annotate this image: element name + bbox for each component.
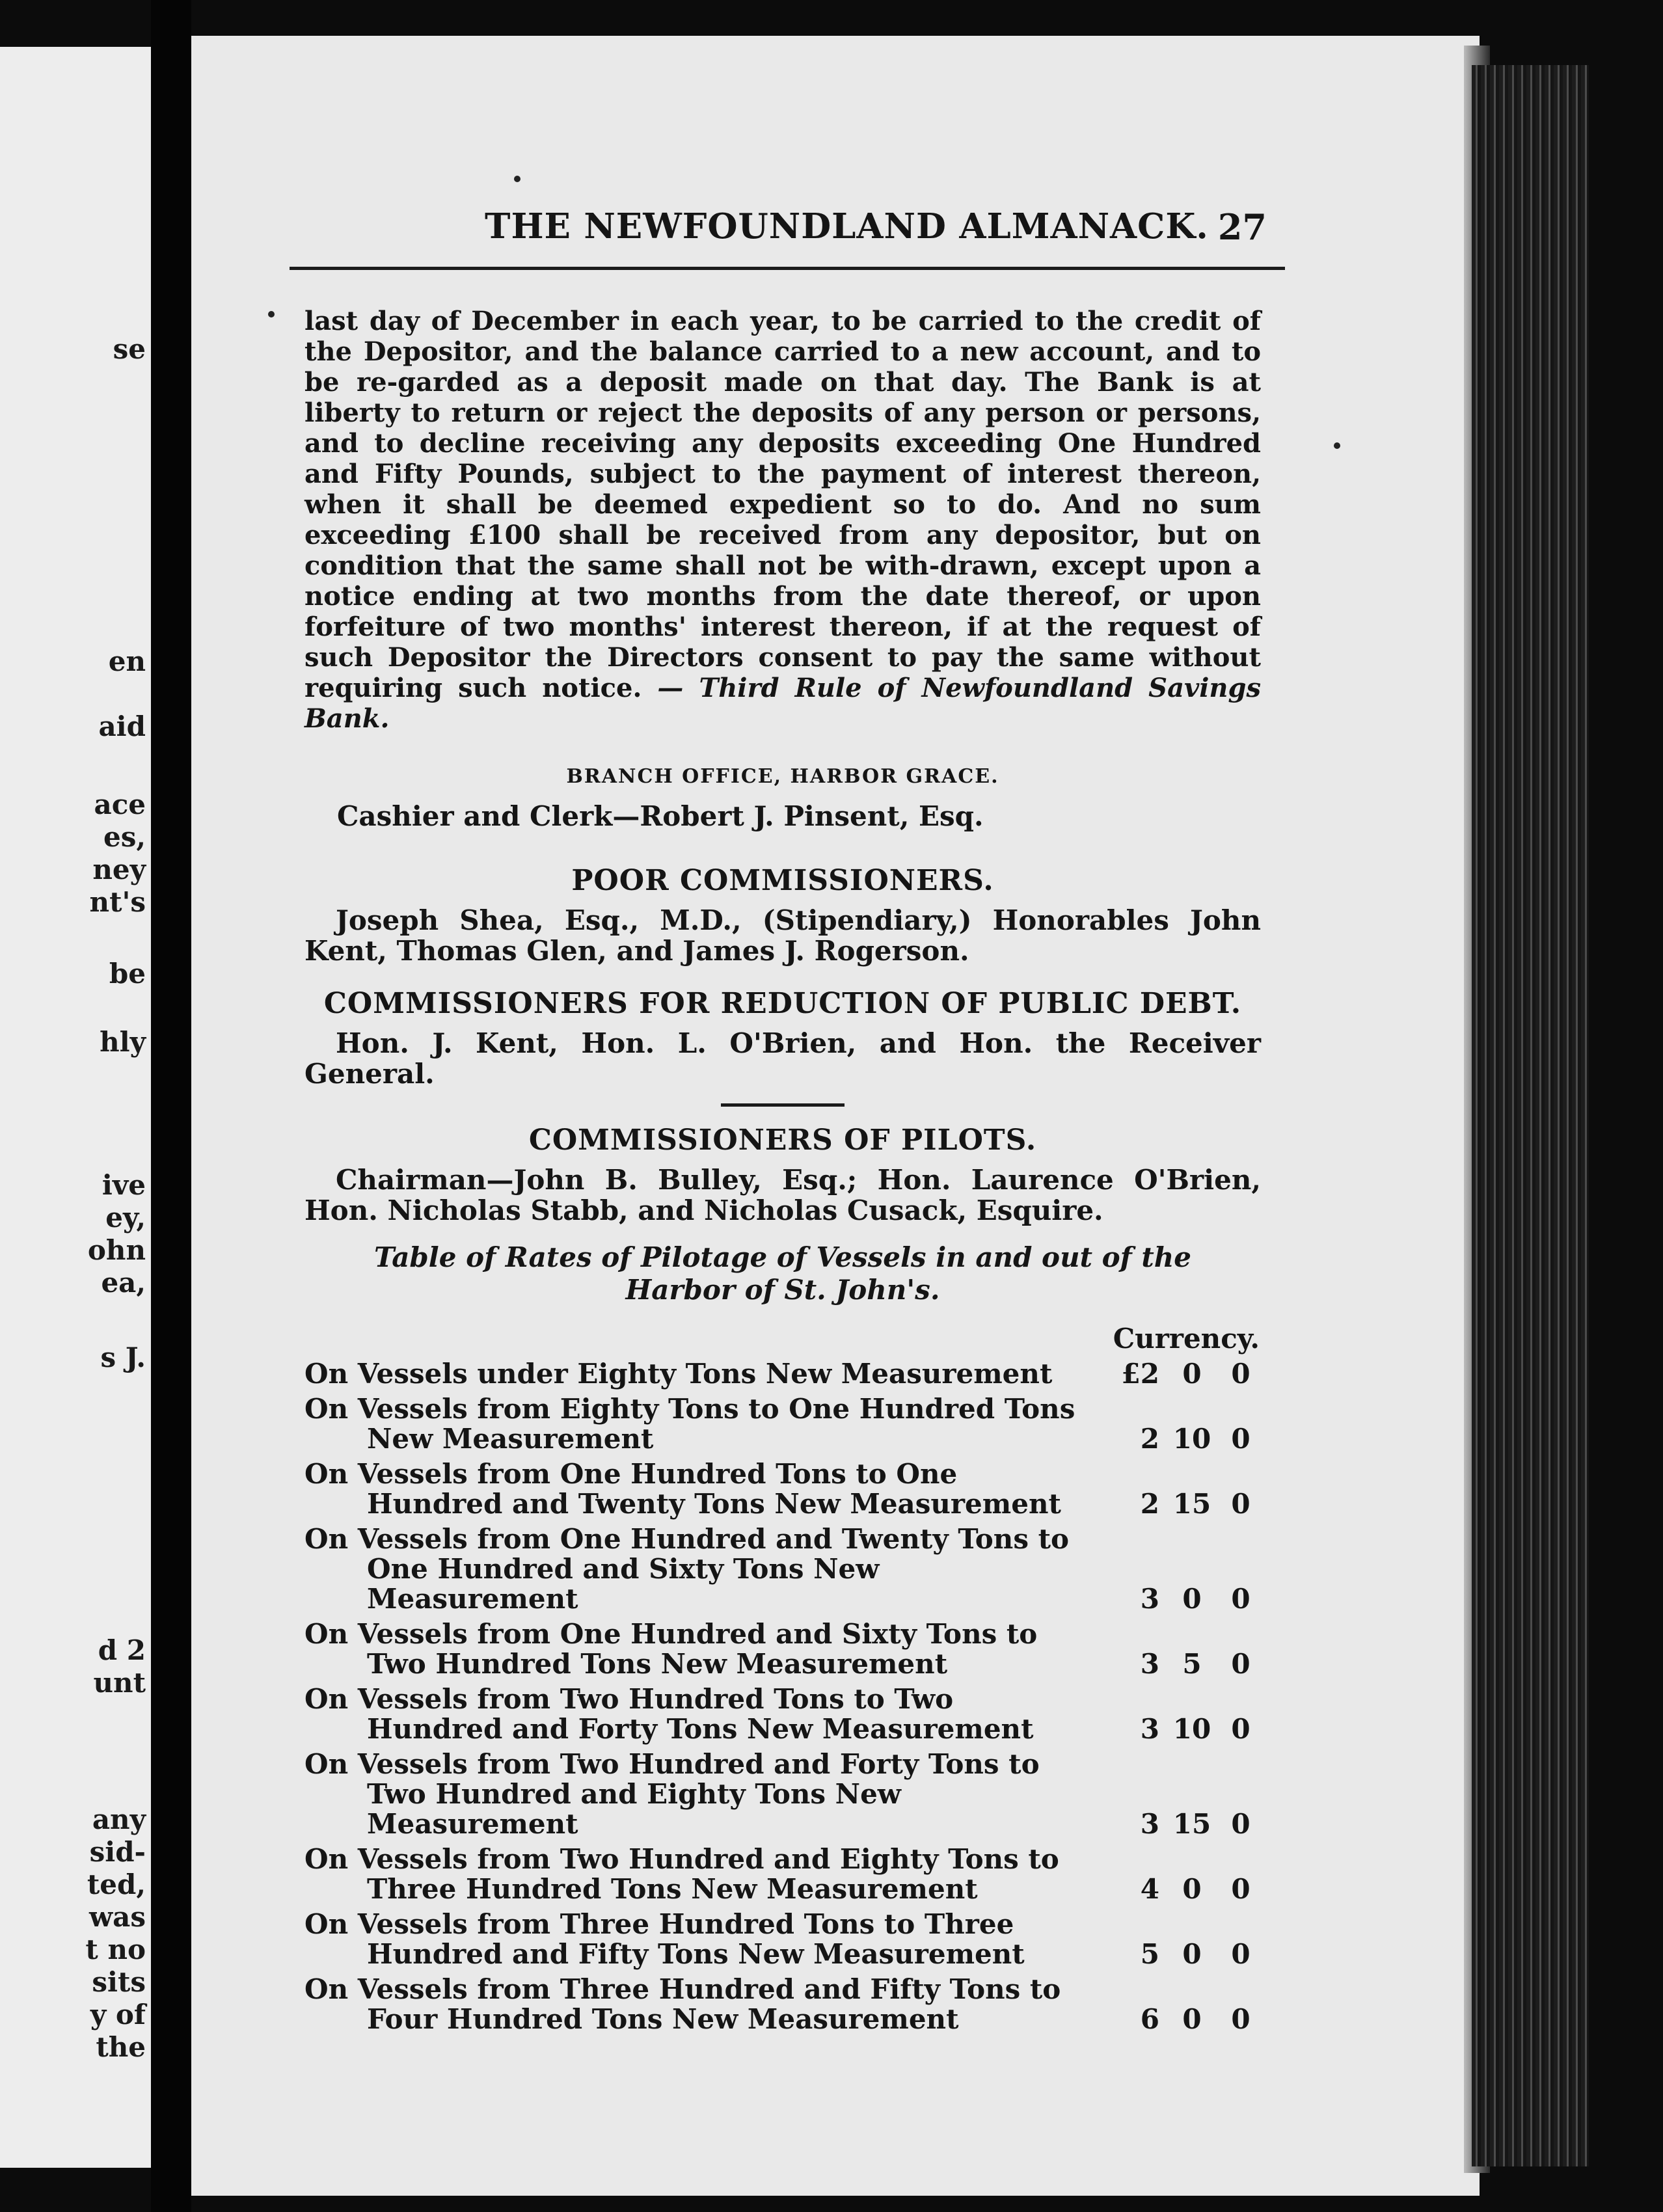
rate-shillings: 0 [1182, 1358, 1202, 1390]
pilots-members: Chairman—John B. Bulley, Esq.; Hon. Laurence O'Brien, Hon. Nicholas Stabb, and Nicholas Cusack, Esquire. [304, 1164, 1261, 1226]
table-row [304, 1459, 1261, 1519]
rate-pence: 0 [1231, 1938, 1251, 1970]
running-title: THE NEWFOUNDLAND ALMANACK. [485, 206, 1209, 247]
poor-commissioners-title: POOR COMMISSIONERS. [571, 864, 994, 897]
rate-description: On Vessels from One Hundred Tons to One Hundred and Twenty Tons New Measurement [304, 1458, 1061, 1520]
left-fragment: sits [92, 1966, 146, 1998]
rate-shillings: 0 [1182, 2003, 1202, 2035]
table-row [304, 1394, 1261, 1454]
left-fragment: nt's [89, 886, 146, 918]
left-fragment: be [109, 958, 146, 990]
public-debt-members: Hon. J. Kent, Hon. L. O'Brien, and Hon. the Receiver General. [304, 1027, 1261, 1090]
rate-pence: 0 [1231, 1808, 1251, 1840]
rate-pence: 0 [1231, 2003, 1251, 2035]
rate-shillings: 5 [1182, 1648, 1202, 1680]
ink-speck [514, 176, 521, 182]
left-fragment: sid- [89, 1836, 146, 1868]
left-fragment: aid [98, 710, 146, 742]
left-fragment: s J. [100, 1342, 146, 1373]
left-fragment: y of [90, 1999, 146, 2030]
page-number: 27 [1217, 206, 1267, 248]
rate-pounds: 3 [1140, 1808, 1159, 1840]
table-row [304, 1909, 1261, 1969]
table-row [304, 1359, 1261, 1389]
rate-pounds: 3 [1140, 1713, 1159, 1745]
book-edge [1472, 65, 1589, 2166]
book-gutter [151, 0, 191, 2212]
left-fragment: the [96, 2031, 146, 2063]
rate-description: On Vessels from Three Hundred and Fifty Tons to Four Hundred Tons New Measurement [304, 1973, 1061, 2035]
table-row [304, 1749, 1261, 1839]
table-row [304, 1975, 1261, 2034]
left-fragment: t no [85, 1934, 146, 1965]
rate-pounds: 6 [1140, 2003, 1159, 2035]
rate-pence: 0 [1231, 1423, 1251, 1455]
left-fragment: ohn [87, 1234, 146, 1266]
rate-description: On Vessels from Two Hundred and Eighty Tons to Three Hundred Tons New Measurement [304, 1843, 1059, 1905]
rate-pounds: 5 [1140, 1938, 1159, 1970]
left-fragment: ace [94, 789, 146, 820]
left-fragment: es, [103, 821, 146, 853]
rate-pence: 0 [1231, 1583, 1251, 1615]
rate-pounds: £2 [1121, 1358, 1159, 1390]
left-fragment: unt [93, 1667, 146, 1699]
left-fragment: en [108, 645, 146, 677]
rate-pence: 0 [1231, 1358, 1251, 1390]
rate-shillings: 10 [1172, 1713, 1211, 1745]
rate-pence: 0 [1231, 1488, 1251, 1520]
left-fragment: any [92, 1803, 146, 1835]
savings-bank-rule [304, 306, 1261, 734]
table-row [304, 1524, 1261, 1614]
left-fragment: se [113, 333, 146, 365]
left-fragment: ted, [87, 1868, 146, 1900]
left-fragment: hly [100, 1026, 146, 1058]
rate-pence: 0 [1231, 1873, 1251, 1905]
rate-description: On Vessels from Two Hundred and Forty Tons to Two Hundred and Eighty Tons New Measurement [304, 1748, 1040, 1840]
left-fragment: ey, [105, 1202, 146, 1234]
rate-description: On Vessels from One Hundred and Twenty Tons to One Hundred and Sixty Tons New Measurement [304, 1523, 1070, 1615]
rate-shillings: 0 [1182, 1583, 1202, 1615]
ink-speck [268, 311, 275, 317]
pilotage-table-title: Table of Rates of Pilotage of Vessels in and out of the Harbor of St. John's. [373, 1241, 1191, 1306]
rate-shillings: 10 [1172, 1423, 1211, 1455]
rate-pounds: 2 [1140, 1488, 1159, 1520]
poor-commissioners-members: Joseph Shea, Esq., M.D., (Stipendiary,) Honorables John Kent, Thomas Glen, and James J. Rogerson. [304, 904, 1261, 967]
rate-shillings: 0 [1182, 1873, 1202, 1905]
rate-pence: 0 [1231, 1713, 1251, 1745]
savings-rule-text: last day of December in each year, to be carried to the credit of the Depositor, and the balance carried to a new account, and to be re-garded as a deposit made on that day. The Bank is at liberty to return or reject the deposits of any person or persons, and to decline receiving any deposits exceeding One Hundred and Fifty Pounds, subject to the payment of interest thereon, when it shall be deemed expedient so to do. And no sum exceeding £100 shall be received from any depositor, but on condition that the same shall not be with-drawn, except upon a notice ending at two months from the date thereof, or upon forfeiture of two months' interest thereon, if at the request of such Depositor the Directors consent to pay the same without requiring such notice. [304, 306, 1261, 703]
ink-speck [1334, 442, 1340, 449]
left-fragment: d 2 [98, 1634, 146, 1666]
rate-description: On Vessels under Eighty Tons New Measurement [304, 1358, 1053, 1390]
rate-description: On Vessels from One Hundred and Sixty Tons to Two Hundred Tons New Measurement [304, 1618, 1038, 1680]
pilots-title: COMMISSIONERS OF PILOTS. [528, 1124, 1037, 1157]
rate-pounds: 4 [1140, 1873, 1159, 1905]
branch-office-title: BRANCH OFFICE, HARBOR GRACE. [566, 765, 999, 788]
savings-rule-source: — Third Rule of Newfoundland Savings Bank. [304, 673, 1261, 734]
rate-pence: 0 [1231, 1648, 1251, 1680]
table-row [304, 1619, 1261, 1679]
rate-pounds: 2 [1140, 1423, 1159, 1455]
section-rule [721, 1103, 845, 1107]
left-fragment: ney [92, 854, 146, 885]
table-row [304, 1844, 1261, 1904]
page-header [290, 198, 1285, 270]
rate-pounds: 3 [1140, 1583, 1159, 1615]
rate-shillings: 15 [1172, 1808, 1211, 1840]
currency-header: Currency. [1113, 1323, 1260, 1355]
branch-cashier: Cashier and Clerk—Robert J. Pinsent, Esq. [337, 800, 984, 832]
rate-description: On Vessels from Eighty Tons to One Hundred Tons New Measurement [304, 1393, 1075, 1455]
public-debt-title: COMMISSIONERS FOR REDUCTION OF PUBLIC DEBT. [323, 987, 1242, 1020]
rate-shillings: 15 [1172, 1488, 1211, 1520]
rate-shillings: 0 [1182, 1938, 1202, 1970]
rate-pounds: 3 [1140, 1648, 1159, 1680]
page-body [304, 306, 1261, 2034]
left-fragment: was [88, 1901, 146, 1933]
pilotage-rates-table [304, 1359, 1261, 2034]
header-rule [290, 267, 1285, 270]
rate-description: On Vessels from Three Hundred Tons to Three Hundred and Fifty Tons New Measurement [304, 1908, 1025, 1970]
rate-description: On Vessels from Two Hundred Tons to Two Hundred and Forty Tons New Measurement [304, 1683, 1034, 1745]
left-fragment: ive [101, 1169, 146, 1201]
left-fragment: ea, [101, 1267, 146, 1299]
table-row [304, 1684, 1261, 1744]
left-page-sliver [0, 47, 151, 2168]
